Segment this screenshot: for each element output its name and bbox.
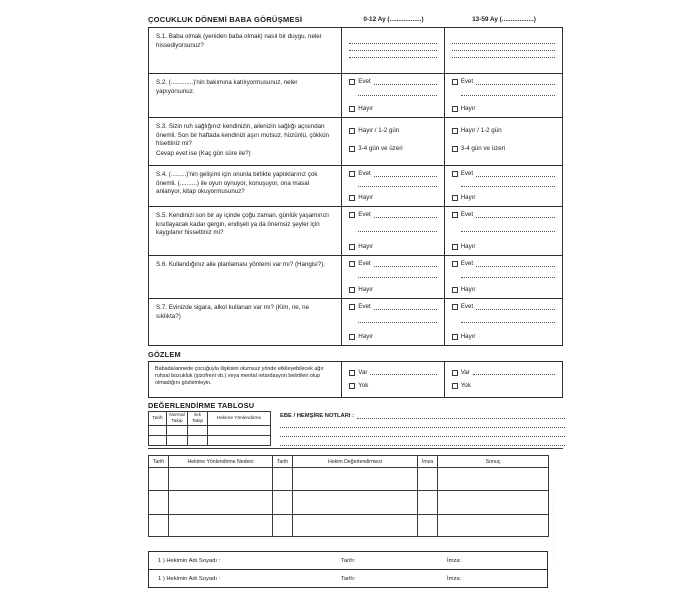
eval-cell[interactable]: [149, 426, 167, 436]
checkbox-yok[interactable]: [349, 383, 355, 389]
checkbox-hayir[interactable]: [452, 287, 458, 293]
ref-cell[interactable]: [149, 468, 169, 491]
ref-cell[interactable]: [293, 491, 418, 515]
answer-cell-0-12: [342, 166, 444, 206]
checkbox-evet[interactable]: [452, 171, 458, 177]
checkbox-label: 3-4 gün ve üzeri: [358, 145, 403, 153]
ref-cell[interactable]: [293, 468, 418, 491]
question-text: S.7. Evinizde sigara, alkol kullanan var mı? (Kim, ne, ne sıklıkta?): [149, 299, 342, 345]
checkbox-label: Hayır: [358, 332, 374, 340]
age-column-header-0-12: 0-12 Ay (..................): [363, 16, 424, 23]
ref-cell[interactable]: [169, 491, 273, 515]
eval-cell[interactable]: [208, 436, 271, 446]
write-in-line[interactable]: [461, 277, 555, 278]
ref-cell[interactable]: [293, 515, 418, 537]
answer-cell-13-59: [445, 299, 562, 345]
checkbox-hayir[interactable]: [349, 195, 355, 201]
checkbox-evet[interactable]: [452, 304, 458, 310]
checkbox-hayir[interactable]: [452, 106, 458, 112]
signature-label: İmza:: [447, 575, 462, 582]
write-in-line[interactable]: [476, 213, 555, 218]
checkbox-label: Hayır / 1-2 gün: [358, 127, 400, 134]
ref-cell[interactable]: [149, 515, 169, 537]
checkbox-label: Hayır: [358, 193, 374, 201]
form-title: ÇOCUKLUK DÖNEMİ BABA GÖRÜŞMESİ: [148, 15, 303, 24]
answer-cell-0-12: [342, 28, 444, 73]
answer-cell-13-59: [445, 118, 562, 165]
question-row-s7: [149, 298, 562, 345]
ref-cell[interactable]: [169, 468, 273, 491]
ref-cell[interactable]: [273, 515, 293, 537]
write-in-line[interactable]: [374, 262, 437, 267]
gozlem-answer-cell-0-12: [342, 362, 444, 397]
write-in-line[interactable]: [461, 186, 555, 187]
answer-cell-13-59: [445, 166, 562, 206]
checkbox-label: Hayır: [460, 285, 476, 293]
ref-cell[interactable]: [149, 491, 169, 515]
answer-cell-0-12: [342, 74, 444, 117]
write-in-line[interactable]: [349, 57, 436, 58]
checkbox-label: Evet: [460, 211, 474, 218]
write-in-line[interactable]: [452, 50, 555, 51]
write-in-line[interactable]: [374, 213, 437, 218]
write-in-line[interactable]: [358, 322, 436, 323]
checkbox-label: Evet: [358, 211, 371, 218]
ref-header-imza: İmza: [418, 456, 438, 468]
eval-cell[interactable]: [208, 426, 271, 436]
notes-label: EBE / HEMŞİRE NOTLARI :: [280, 413, 355, 419]
write-in-line[interactable]: [452, 43, 555, 44]
ref-header-sonuc: Sonuç: [438, 456, 549, 468]
write-in-line[interactable]: [461, 95, 555, 96]
ref-cell[interactable]: [418, 515, 438, 537]
write-in-line[interactable]: [461, 231, 555, 232]
checkbox-label: Evet: [358, 260, 371, 267]
checkbox-label: Var: [358, 368, 368, 376]
print-code: ·······································: [551, 488, 556, 564]
write-in-line[interactable]: [280, 438, 565, 446]
ref-header-degerlendirme: Hekim Değerlendirmesi: [293, 456, 418, 468]
gozlem-heading: GÖZLEM: [148, 350, 181, 359]
checkbox-label: Evet: [460, 170, 474, 177]
checkbox-label: Evet: [460, 78, 474, 85]
checkbox-hayir[interactable]: [452, 195, 458, 201]
checkbox-evet[interactable]: [452, 79, 458, 85]
write-in-line[interactable]: [452, 57, 555, 58]
checkbox-label: Hayır: [460, 193, 476, 201]
eval-header-hekime-yonlendirme: Hekime Yönlendirme: [208, 412, 271, 426]
answer-cell-0-12: [342, 207, 444, 255]
checkbox-hayir[interactable]: [349, 287, 355, 293]
checkbox-label: Hayır: [460, 104, 476, 112]
checkbox-evet[interactable]: [349, 212, 355, 218]
checkbox-label: Evet: [460, 260, 474, 267]
write-in-line[interactable]: [357, 414, 565, 419]
answer-cell-13-59: [445, 74, 562, 117]
physician-row: [149, 552, 547, 569]
ref-cell[interactable]: [418, 491, 438, 515]
checkbox-label: Hayır: [358, 242, 374, 250]
question-text: S.5. Kendinizi son bir ay içinde çoğu zaman, günlük yaşamınızı kısıtlayacak kadar gergin, endişeli ya da önemsiz şeyler için kaygılanır hissettiniz mi?: [149, 207, 342, 255]
question-text-main: S.3. Sizin ruh sağlığınız kendinizin, ailenizin sağlığı açısından önemli. Son bir haftada kendinizi aşırı mutsuz, hüzünlü, çökkün hisettiniz mi?: [156, 123, 329, 148]
checkbox-hayir[interactable]: [349, 106, 355, 112]
checkbox-label: Yok: [460, 382, 471, 389]
eval-cell[interactable]: [167, 436, 188, 446]
write-in-line[interactable]: [473, 370, 555, 375]
checkbox-label: Hayır: [358, 285, 374, 293]
physician-name-label: 1 ) Hekimin Adı Soyadı :: [158, 557, 221, 564]
question-row-s4: [149, 165, 562, 206]
checkbox-label: Yok: [358, 382, 369, 389]
eval-header-normal-takip: Normal Takip: [167, 412, 188, 426]
eval-cell[interactable]: [188, 436, 208, 446]
checkbox-evet[interactable]: [452, 212, 458, 218]
age-column-header-13-59: 13-59 Ay (..................): [472, 16, 536, 23]
date-label: Tarih:: [341, 557, 356, 564]
ref-cell[interactable]: [169, 515, 273, 537]
write-in-line[interactable]: [374, 172, 437, 177]
write-in-line[interactable]: [280, 420, 565, 428]
question-row-s6: [149, 255, 562, 298]
ref-row: [149, 491, 549, 515]
question-table: [148, 27, 563, 346]
ref-cell[interactable]: [273, 468, 293, 491]
checkbox-evet[interactable]: [349, 304, 355, 310]
gozlem-box: [148, 361, 563, 398]
write-in-line[interactable]: [461, 322, 555, 323]
question-text: S.4. (.........)'nin gelişimi için onunla birlikte yaptıklarınız çok önemli. (..........) ile oyun oynuyor, konuşuyor, ona masal anlatıyor, kitap okuyormusunuz?: [149, 166, 342, 206]
checkbox-hayir-1-2-gun[interactable]: [452, 128, 458, 134]
question-text: S.6. Kullandığınız aile planlaması yöntemi var mı? (Hangisi?).: [149, 256, 342, 298]
ref-cell[interactable]: [438, 468, 549, 491]
checkbox-var[interactable]: [452, 370, 458, 376]
nurse-notes: [280, 411, 565, 446]
question-row-s1: [149, 28, 562, 73]
checkbox-evet[interactable]: [349, 171, 355, 177]
answer-cell-0-12: [342, 299, 444, 345]
checkbox-hayir-1-2-gun[interactable]: [349, 128, 355, 134]
write-in-line[interactable]: [374, 305, 437, 310]
checkbox-evet[interactable]: [452, 261, 458, 267]
signature-label: İmza:: [447, 557, 462, 564]
write-in-line[interactable]: [476, 80, 555, 85]
question-row-s2: [149, 73, 562, 117]
ref-header-tarih-2: Tarih: [273, 456, 293, 468]
write-in-line[interactable]: [358, 277, 436, 278]
referral-table: [148, 455, 549, 537]
write-in-line[interactable]: [476, 305, 555, 310]
checkbox-hayir[interactable]: [452, 334, 458, 340]
physician-row: [149, 569, 547, 587]
write-in-line[interactable]: [358, 231, 436, 232]
write-in-line[interactable]: [374, 80, 437, 85]
checkbox-label: Hayır: [460, 242, 476, 250]
answer-cell-0-12: [342, 256, 444, 298]
gozlem-answer-cell-13-59: [445, 362, 562, 397]
checkbox-label: Evet: [358, 78, 371, 85]
ref-header-yonlendirme-nedeni: Hekime Yönlendirme Nedeni: [169, 456, 273, 468]
checkbox-label: Evet: [358, 170, 371, 177]
eval-cell[interactable]: [167, 426, 188, 436]
date-label: Tarih:: [341, 575, 356, 582]
question-row-s3: [149, 117, 562, 165]
checkbox-yok[interactable]: [452, 383, 458, 389]
checkbox-3-4-gun-ve-uzeri[interactable]: [452, 146, 458, 152]
checkbox-evet[interactable]: [349, 79, 355, 85]
checkbox-var[interactable]: [349, 370, 355, 376]
answer-cell-13-59: [445, 207, 562, 255]
eval-header-tarih: Tarih: [149, 412, 167, 426]
eval-header-sik-takip: Sık Takip: [188, 412, 208, 426]
ref-cell[interactable]: [418, 468, 438, 491]
question-text-secondary: Cevap evet ise (Kaç gün süre ile?): [156, 149, 251, 157]
answer-cell-13-59: [445, 28, 562, 73]
answer-cell-0-12: [342, 118, 444, 165]
answer-cell-13-59: [445, 256, 562, 298]
ref-header-tarih-1: Tarih: [149, 456, 169, 468]
checkbox-evet[interactable]: [349, 261, 355, 267]
question-text: [149, 118, 342, 165]
ref-row: [149, 468, 549, 491]
write-in-line[interactable]: [349, 50, 436, 51]
eval-cell[interactable]: [188, 426, 208, 436]
write-in-line[interactable]: [358, 186, 436, 187]
physician-name-label: 1 ) Hekimin Adı Soyadı :: [158, 575, 221, 582]
ref-cell[interactable]: [273, 491, 293, 515]
write-in-line[interactable]: [370, 370, 436, 375]
question-text: S.1. Baba olmak (yeniden baba olmak) nasıl bir duygu, neler hissediyorsunuz?: [149, 28, 342, 73]
ref-cell[interactable]: [438, 515, 549, 537]
question-text: S.2. (.............)'nin bakımına katılıyormusunuz, neler yapıyorsunuz.: [149, 74, 342, 117]
checkbox-label: Hayır: [460, 332, 476, 340]
write-in-line[interactable]: [476, 172, 555, 177]
checkbox-3-4-gun-ve-uzeri[interactable]: [349, 146, 355, 152]
degerlendirme-heading: DEĞERLENDİRME TABLOSU: [148, 401, 255, 410]
write-in-line[interactable]: [349, 43, 436, 44]
gozlem-text: Babada/annede çocuğuyla ilişkisini olumsuz yönde etkileyebilecek ağır ruhsal bozukluk (şizofreni vb.) veya mental retardasyon belirtileri olup olmadığını gözlemleyin.: [149, 362, 342, 397]
checkbox-label: Hayır / 1-2 gün: [460, 127, 502, 134]
ref-cell[interactable]: [438, 491, 549, 515]
eval-row: [149, 436, 271, 446]
checkbox-label: Var: [460, 368, 470, 376]
checkbox-label: 3-4 gün ve üzeri: [460, 145, 506, 153]
physician-box: [148, 551, 548, 588]
checkbox-hayir[interactable]: [349, 334, 355, 340]
checkbox-hayir[interactable]: [349, 244, 355, 250]
checkbox-label: Evet: [460, 303, 474, 310]
write-in-line[interactable]: [358, 95, 436, 96]
question-row-s5: [149, 206, 562, 255]
eval-cell[interactable]: [149, 436, 167, 446]
section-divider: [148, 448, 563, 449]
evaluation-table: [148, 411, 271, 446]
write-in-line[interactable]: [280, 429, 565, 437]
checkbox-label: Evet: [358, 303, 371, 310]
checkbox-hayir[interactable]: [452, 244, 458, 250]
ref-row: [149, 515, 549, 537]
write-in-line[interactable]: [476, 262, 555, 267]
eval-row: [149, 426, 271, 436]
checkbox-label: Hayır: [358, 104, 374, 112]
